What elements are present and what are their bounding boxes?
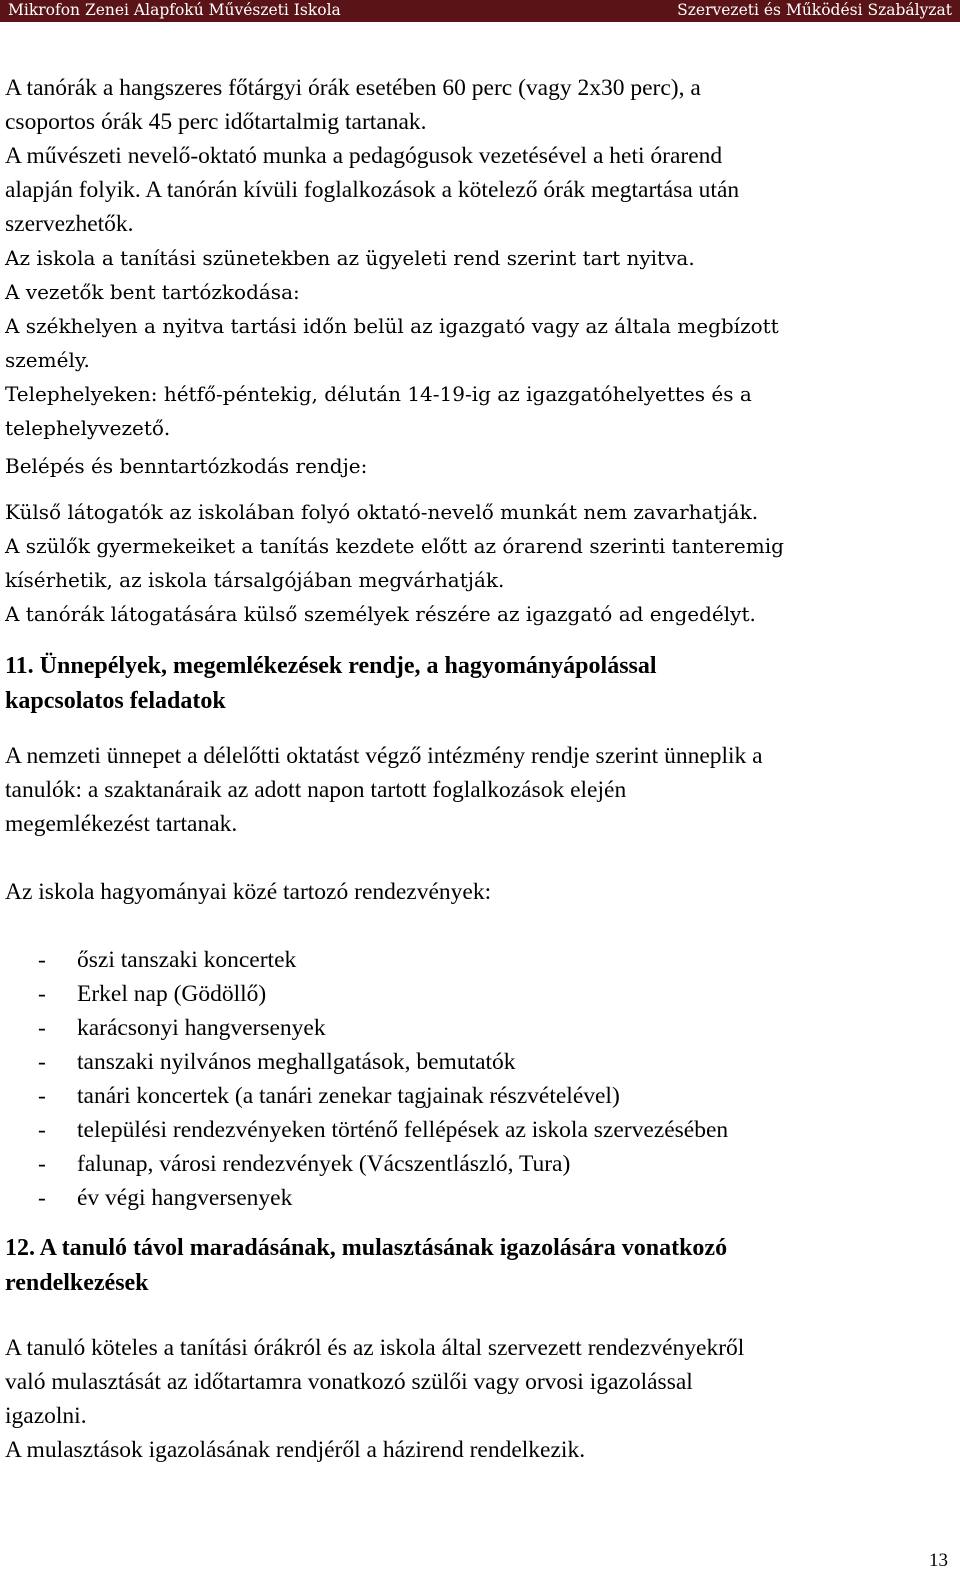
list-dash: - xyxy=(38,1083,46,1109)
section-12-heading xyxy=(5,1231,953,1301)
list-dash: - xyxy=(38,1151,46,1177)
text-line: A tanuló köteles a tanítási órákról és az iskola által szervezett rendezvényekről xyxy=(5,1335,745,1361)
heading-line: 12. A tanuló távol maradásának, mulasztásának igazolására vonatkozó xyxy=(5,1235,728,1261)
list-dash: - xyxy=(38,1015,46,1041)
heading-line: rendelkezések xyxy=(5,1270,149,1296)
heading-line: kapcsolatos feladatok xyxy=(5,688,226,714)
text-line: Telephelyeken: hétfő-péntekig, délután 14-19-ig az igazgatóhelyettes és a xyxy=(5,382,752,406)
list-item-text: települési rendezvényeken történő fellépések az iskola szervezésében xyxy=(77,1117,729,1143)
list-item-text: karácsonyi hangversenyek xyxy=(77,1015,326,1041)
list-item xyxy=(5,1011,953,1045)
list-item xyxy=(5,1113,953,1147)
list-item xyxy=(5,1079,953,1113)
text-line: A vezetők bent tartózkodása: xyxy=(5,280,300,304)
section-11-heading xyxy=(5,649,953,719)
text-line: A tanórák látogatására külső személyek részére az igazgató ad engedélyt. xyxy=(5,602,756,626)
text-line: személy. xyxy=(5,348,90,372)
list-dash: - xyxy=(38,1117,46,1143)
list-dash: - xyxy=(38,947,46,973)
list-item-text: tanári koncertek (a tanári zenekar tagjainak részvételével) xyxy=(77,1083,620,1109)
text-line: telephelyvezető. xyxy=(5,416,171,440)
text-line: megemlékezést tartanak. xyxy=(5,811,238,837)
header-document-title: Szervezeti és Működési Szabályzat xyxy=(677,1,952,19)
text-line: alapján folyik. A tanórán kívüli foglalkozások a kötelező órák megtartása után xyxy=(5,177,740,203)
text-line: való mulasztását az időtartamra vonatkozó szülői vagy orvosi igazolással xyxy=(5,1369,693,1395)
text-line: csoportos órák 45 perc időtartalmig tartanak. xyxy=(5,109,427,135)
list-dash: - xyxy=(38,1185,46,1211)
heading-line: 11. Ünnepélyek, megemlékezések rendje, a hagyományápolással xyxy=(5,653,657,679)
list-item-text: Erkel nap (Gödöllő) xyxy=(77,981,267,1007)
document-body xyxy=(5,71,953,1467)
list-item xyxy=(5,977,953,1011)
paragraph-lesson-times xyxy=(5,71,953,241)
text-line: tanulók: a szaktanáraik az adott napon tartott foglalkozások elején xyxy=(5,777,627,803)
text-line: A tanórák a hangszeres főtárgyi órák esetében 60 perc (vagy 2x30 perc), a xyxy=(5,75,701,101)
text-line: A művészeti nevelő-oktató munka a pedagógusok vezetésével a heti órarend xyxy=(5,143,723,169)
text-line: A szülők gyermekeiket a tanítás kezdete előtt az órarend szerinti tanteremig xyxy=(5,534,784,558)
list-item-text: őszi tanszaki koncertek xyxy=(77,947,297,973)
list-item xyxy=(5,943,953,977)
paragraph-entry-rules xyxy=(5,495,953,631)
text-line: A nemzeti ünnepet a délelőtti oktatást végző intézmény rendje szerint ünneplik a xyxy=(5,743,763,769)
text-line: szervezhetők. xyxy=(5,211,134,237)
list-item xyxy=(5,1045,953,1079)
list-item xyxy=(5,1181,953,1215)
paragraph-opening-hours xyxy=(5,241,953,445)
paragraph-absence-rules xyxy=(5,1331,953,1467)
text-line: igazolni. xyxy=(5,1403,87,1429)
list-item-text: tanszaki nyilvános meghallgatások, bemutatók xyxy=(77,1049,516,1075)
page-header xyxy=(0,0,960,22)
paragraph-national-holiday xyxy=(5,739,953,841)
text-line: Külső látogatók az iskolában folyó oktató-nevelő munkát nem zavarhatják. xyxy=(5,500,759,524)
list-dash: - xyxy=(38,981,46,1007)
text-line: A mulasztások igazolásának rendjéről a házirend rendelkezik. xyxy=(5,1437,586,1463)
header-school-name: Mikrofon Zenei Alapfokú Művészeti Iskola xyxy=(8,1,341,19)
list-item-text: év végi hangversenyek xyxy=(77,1185,293,1211)
list-item-text: falunap, városi rendezvények (Vácszentlászló, Tura) xyxy=(77,1151,571,1177)
traditions-list xyxy=(5,943,953,1215)
list-dash: - xyxy=(38,1049,46,1075)
text-line: Az iskola a tanítási szünetekben az ügyeleti rend szerint tart nyitva. xyxy=(5,246,695,270)
text-line: A székhelyen a nyitva tartási időn belül az igazgató vagy az általa megbízott xyxy=(5,314,779,338)
text-line: kísérhetik, az iskola társalgójában megvárhatják. xyxy=(5,568,505,592)
list-item xyxy=(5,1147,953,1181)
page-number: 13 xyxy=(929,1550,948,1571)
entry-rules-title: Belépés és benntartózkodás rendje: xyxy=(5,454,368,478)
traditions-intro: Az iskola hagyományai közé tartozó rendezvények: xyxy=(5,879,492,905)
